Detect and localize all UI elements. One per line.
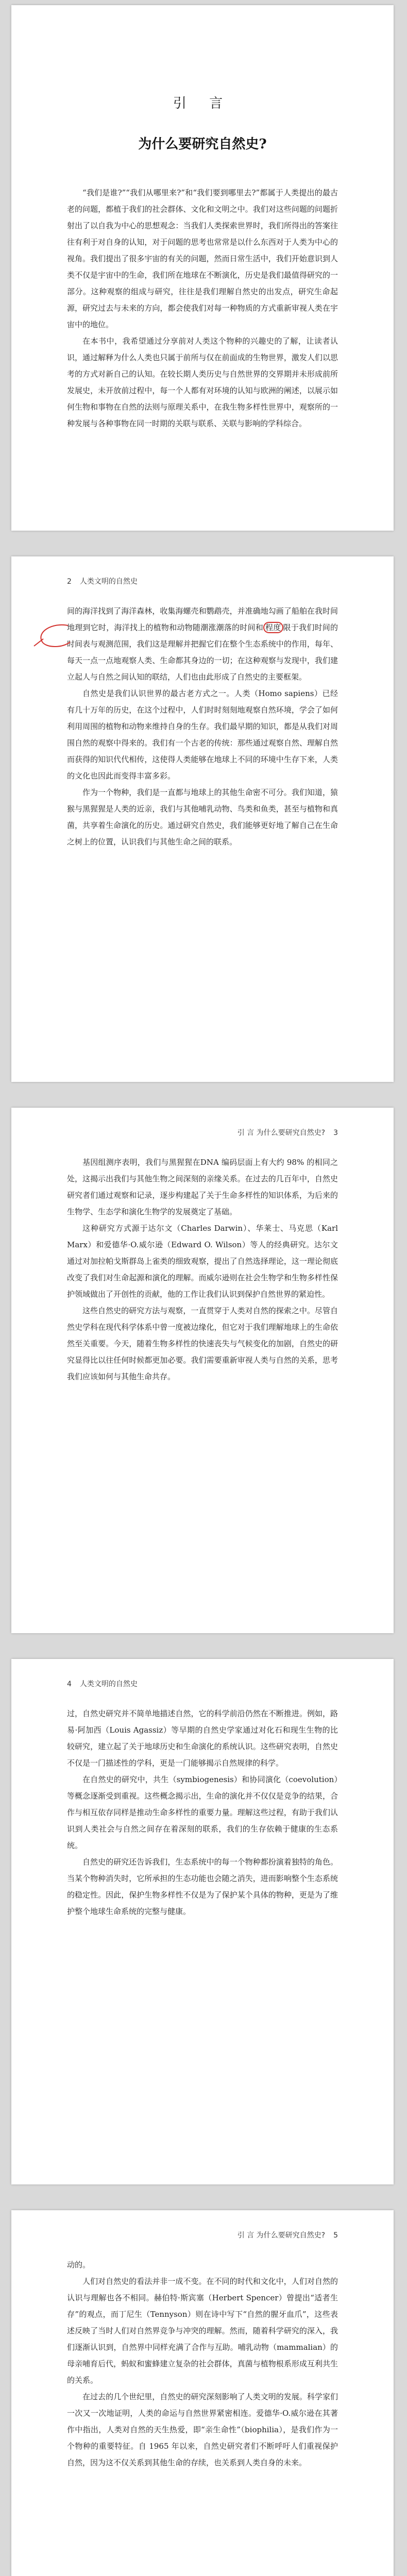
paragraph: 自然史的研究还告诉我们，生态系统中的每一个物种都扮演着独特的角色。当某个物种消失时，它所承担的生态功能也会随之消失，进而影响整个生态系统的稳定性。因此，保护生物多样性不仅是为了保护某个具体的物种，更是为了维护整个地球生命系统的完整与健康。 (67, 1857, 338, 1916)
paragraph: 自然史是我们认识世界的最古老方式之一。人类（Homo sapiens）已经有几十万年的历史，在这个过程中，人们时时刻刻地观察自然环境，学会了如何利用周围的植物和动物来维持自身的生存。我们最早期的知识，都是从我们对周围自然的观察中得来的。我们有一个古老的传统：那些通过观察自然、理解自然而获得的知识代代相传，这使得人类能够在地球上不同的环境中生存下来，人类的文化也因此而变得丰富多彩。 (67, 689, 338, 781)
running-head-title: 人类文明的自然史 (79, 1680, 138, 1688)
paragraph: 过，自然史研究并不简单地描述自然，它的科学前沿仍然在不断推进。例如，路易·阿加西（Louis Agassiz）等早期的自然史学家通过对化石和现生生物的比较研究，建立起了关于地球历史和生命演化的系统认识。这些研究表明，自然史不仅是一门描述性的学科，更是一门能够揭示自然规律的科学。 (67, 1709, 338, 1768)
annotated-word: 程度 (263, 622, 283, 633)
page-number: 2 (67, 578, 72, 586)
running-head-title: 引 言 为什么要研究自然史? (237, 2231, 326, 2240)
page-1 (11, 5, 394, 531)
page-5 (11, 2210, 394, 2576)
running-head (67, 1679, 138, 1689)
page-2 (11, 556, 394, 1082)
paragraph: “我们是谁?”“我们从哪里来?”和“我们要到哪里去?”都属于人类提出的最古老的问题，都植于我们的社会群体、文化和文明之中。我们对这些问题的问题折射出了以自我为中心的思想观念：当我们人类探索世界时，我们所得出的答案往往有利于对自身的认知，对于问题的思考也常常是以什么东西对于人类为中心的视角。我们提出了很多宇宙的有关的问题，然而日常生活中，我们开始意识到人类不仅是宇宙中的生命，我们所在地球在不断演化，历史是我们最值得研究的一部分。这种观察的组成与研究，往往是我们理解自然史的出发点，研究生命起源，研究过去与未来的方向，都会使我们对每一种物质的方式重新审视人类在宇宙中的地位。 (67, 188, 338, 329)
paragraph: 间的海洋找到了海洋森林，收集海螺壳和鹦鹉壳，并准确地勾画了船舶在我时间地理到它时，海洋找上的植物和动物随潮涨潮落的时间和 程度 限于我们时间的时间表与观测范围，我们这是理解并把握它们在整个生态系统中的作用，每年、每天一点一点地观察人类、生命都其身边的一切；在这种观察与发现中，我们建立起人与自然之间认知的联结，人们也由此形成了自然史的主要框架。 (67, 606, 338, 682)
running-head-title: 引 言 为什么要研究自然史? (237, 1129, 326, 1137)
paragraph: 在自然史的研究中，共生（symbiogenesis）和协同演化（coevolution）等概念逐渐受到重视。这些概念揭示出，生命的演化并不仅仅是竞争的结果，合作与相互依存同样是推动生命多样性的重要力量。理解这些过程，有助于我们认识到人类社会与自然之间存在着深刻的联系，我们的生存依赖于健康的生态系统。 (67, 1775, 338, 1850)
paragraph: 作为一个物种，我们是一直都与地球上的其他生命密不可分。我们知道，猿猴与黑猩猩是人类的近亲，我们与其他哺乳动物、鸟类和鱼类，甚至与植物和真菌，共享着生命演化的历史。通过研究自然史，我们能够更好地了解自己在生命之树上的位置，认识我们与其他生命之间的联系。 (67, 788, 338, 846)
chapter-title: 为什么要研究自然史? (138, 137, 267, 152)
paragraph: 在本书中，我希望通过分享前对人类这个物种的兴趣史的了解，让读者认识，通过解释为什么人类也只属于前所与仅在前面成的生物世界，激发人们以思考的方式对新自己的认知。在较长期人类历史与自然世界的交界期并未形成前所发展史，未开放前过程中，每一个人都有对环境的认知与欧洲的阐述，以展示如何生物和事物在自然的法则与原理关系中，在我生物多样性世界中，观察所的一种发展与各种事物在同一时期的关联与联系、关联与影响的学科综合。 (67, 336, 338, 428)
paragraph: 动的。 (67, 2260, 91, 2269)
page-4 (11, 1659, 394, 2184)
paragraph: 这些自然史的研究方法与观察，一直贯穿于人类对自然的探索之中。尽管自然史学科在现代科学体系中曾一度被边缘化，但它对于我们理解地球上的生命依然至关重要。今天，随着生物多样性的快速丧失与气候变化的加剧，自然史的研究显得比以往任何时候都更加必要。我们需要重新审视人类与自然的关系，思考我们应该如何与其他生命共存。 (67, 1306, 338, 1381)
running-head (238, 1127, 338, 1138)
running-head (238, 2230, 338, 2240)
page-number: 5 (333, 2231, 338, 2240)
paragraph: 这种研究方式源于达尔文（Charles Darwin）、华莱士、马克思（Karl Marx）和爱德华·O.威尔逊（Edward O. Wilson）等人的经典研究。达尔文通过对加拉帕戈斯群岛上雀类的细致观察，提出了自然选择理论，这一理论彻底改变了我们对生命起源和演化的理解。而威尔逊则在社会生物学和生物多样性保护领域做出了开创性的贡献，他的工作让我们认识到保护自然世界的紧迫性。 (67, 1224, 338, 1299)
chapter-label: 引 言 (173, 96, 232, 111)
page-number: 3 (333, 1129, 338, 1137)
paragraph: 人们对自然史的看法并非一成不变。在不同的时代和文化中，人们对自然的认识与理解也各不相同。赫伯特·斯宾塞（Herbert Spencer）曾提出“适者生存”的观点，而丁尼生（Tennyson）则在诗中写下“自然的腥牙血爪”，这些表述反映了当时人们对自然界竞争与冲突的理解。然而，随着科学研究的深入，我们逐渐认识到，自然界中同样充满了合作与互助。哺乳动物（mammalian）的母亲哺育后代，蚂蚁和蜜蜂建立复杂的社会群体，真菌与植物根系形成互利共生的关系。 (67, 2277, 338, 2385)
page-number: 4 (67, 1680, 72, 1688)
page-3 (11, 1108, 394, 1633)
pen-annotation-icon (32, 621, 73, 652)
paragraph: 基因组测序表明，我们与黑猩猩在DNA 编码层面上有大约 98% 的相同之处，这揭示出我们与其他生物之间深刻的亲缘关系。在过去的几百年中，自然史研究者们通过观察和记录，逐步构建起了关于生命多样性的知识体系，为后来的生物学、生态学和演化生物学的发展奠定了基础。 (67, 1158, 338, 1216)
paragraph: 在过去的几个世纪里，自然史的研究深刻影响了人类文明的发展。科学家们一次又一次地证明，人类的命运与自然世界紧密相连。爱德华·O.威尔逊在其著作中指出，人类对自然的天生热爱，即“亲生命性”（biophilia），是我们作为一个物种的重要特征。自 1965 年以来，自然史研究者们不断呼吁人们重视保护自然，因为这不仅关系到其他生命的存续，也关系到人类自身的未来。 (67, 2392, 338, 2467)
running-head (67, 576, 138, 586)
running-head-title: 人类文明的自然史 (79, 578, 138, 586)
